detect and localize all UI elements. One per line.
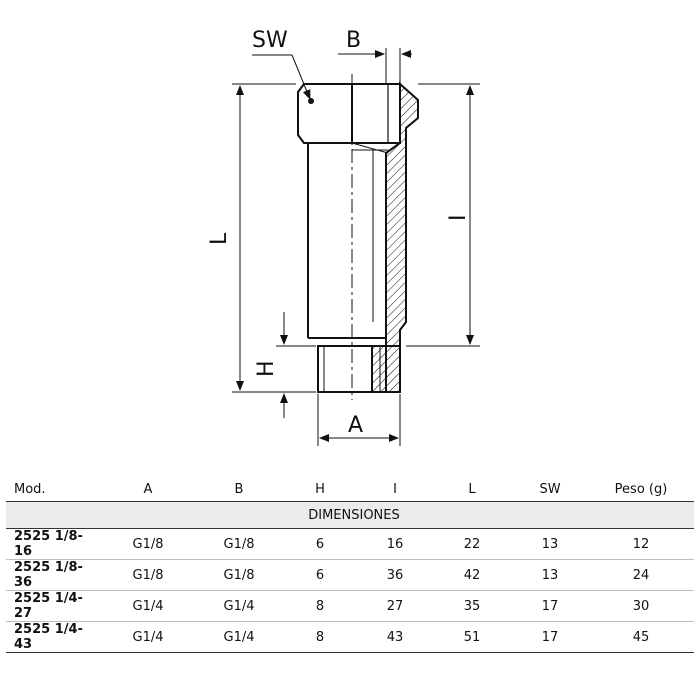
h-label: H: [254, 360, 279, 377]
cell-h: 6: [282, 529, 358, 560]
cell-i: 36: [358, 560, 432, 591]
cell-a: G1/8: [100, 560, 196, 591]
header-l: L: [432, 477, 512, 502]
header-h: H: [282, 477, 358, 502]
cell-sw: 17: [512, 622, 588, 653]
header-mod: Mod.: [6, 477, 100, 502]
cell-a: G1/4: [100, 591, 196, 622]
header-sw: SW: [512, 477, 588, 502]
body-tube: [308, 143, 388, 338]
hex-center-mark: [308, 98, 314, 104]
table-title-row: [6, 502, 694, 529]
dimensions-table: [6, 477, 694, 653]
table-title: DIMENSIONES: [6, 502, 694, 529]
cell-mod: 2525 1/4-43: [6, 622, 100, 653]
cell-peso: 12: [588, 529, 694, 560]
cell-peso: 45: [588, 622, 694, 653]
cell-mod: 2525 1/8-16: [6, 529, 100, 560]
header-i: I: [358, 477, 432, 502]
cell-b: G1/4: [196, 622, 282, 653]
header-b: B: [196, 477, 282, 502]
i-dimension: [406, 84, 480, 346]
l-label: L: [207, 232, 232, 245]
header-peso: Peso (g): [588, 477, 694, 502]
table-row: [6, 591, 694, 622]
cell-l: 22: [432, 529, 512, 560]
cell-i: 27: [358, 591, 432, 622]
cell-sw: 13: [512, 560, 588, 591]
table-title-section: [6, 502, 694, 529]
cell-b: G1/8: [196, 560, 282, 591]
table-row: [6, 560, 694, 591]
cell-a: G1/4: [100, 622, 196, 653]
cell-h: 8: [282, 622, 358, 653]
cell-mod: 2525 1/8-36: [6, 560, 100, 591]
cell-peso: 30: [588, 591, 694, 622]
table-header-row: [6, 477, 694, 502]
b-dimension: [338, 28, 412, 84]
a-dimension: [318, 394, 400, 446]
cell-h: 8: [282, 591, 358, 622]
thread-end: [318, 346, 400, 392]
sw-label: SW: [252, 28, 288, 53]
a-label: A: [348, 413, 364, 438]
dimensions-table-container: [6, 477, 694, 653]
h-dimension: [254, 312, 316, 418]
i-label: I: [446, 214, 471, 221]
cell-l: 35: [432, 591, 512, 622]
cell-a: G1/8: [100, 529, 196, 560]
cell-l: 42: [432, 560, 512, 591]
cell-peso: 24: [588, 560, 694, 591]
table-row: [6, 622, 694, 653]
hex-head: [298, 84, 400, 143]
cell-b: G1/8: [196, 529, 282, 560]
b-label: B: [346, 28, 362, 53]
header-a: A: [100, 477, 196, 502]
cell-sw: 17: [512, 591, 588, 622]
cell-sw: 13: [512, 529, 588, 560]
cell-b: G1/4: [196, 591, 282, 622]
cell-h: 6: [282, 560, 358, 591]
cell-mod: 2525 1/4-27: [6, 591, 100, 622]
cell-i: 43: [358, 622, 432, 653]
cell-i: 16: [358, 529, 432, 560]
table-row: [6, 529, 694, 560]
cell-l: 51: [432, 622, 512, 653]
table-body: [6, 529, 694, 653]
section-hatch: [386, 84, 418, 346]
